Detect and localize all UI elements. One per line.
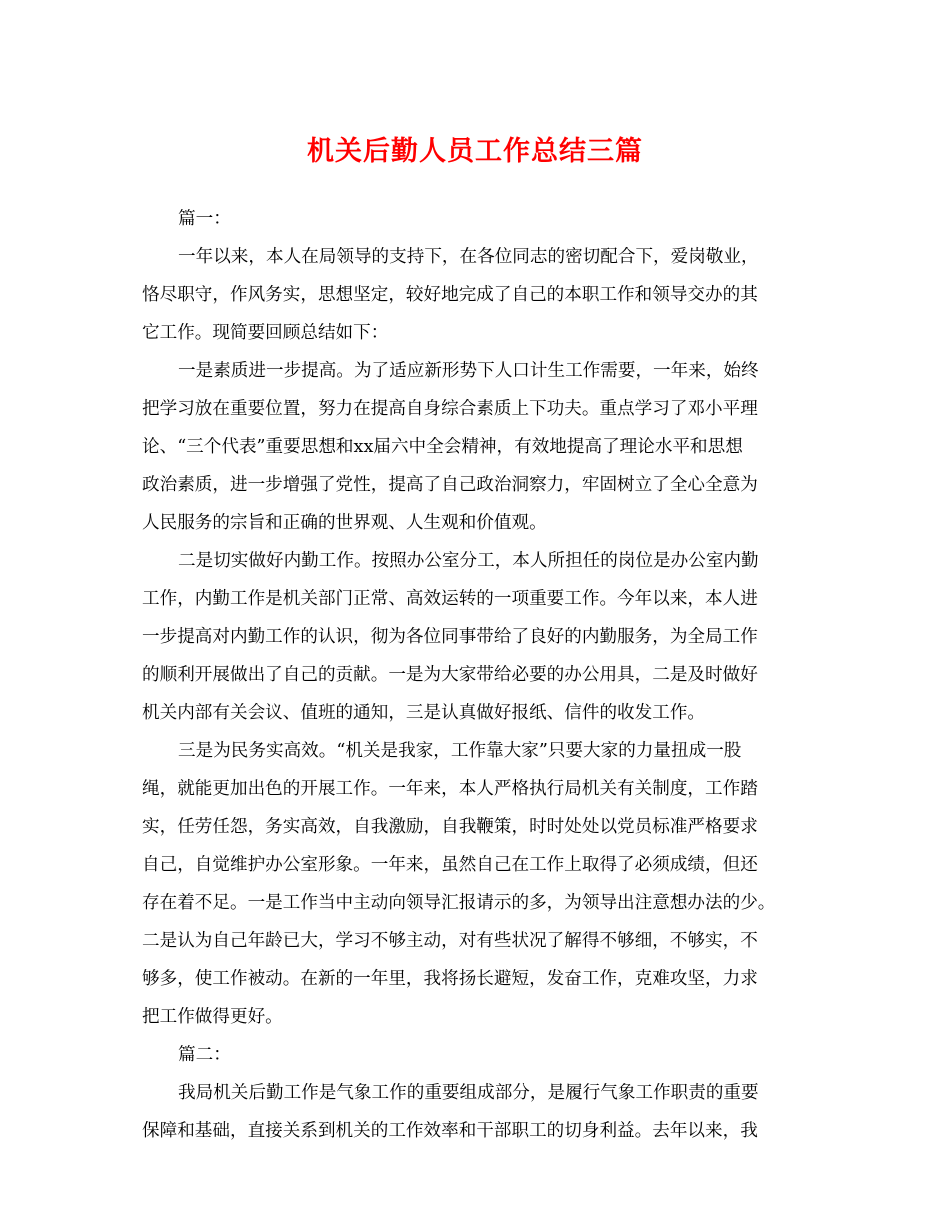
paragraph-line: 够多，使工作被动。在新的一年里，我将扬长避短，发奋工作，克难攻坚，力求 xyxy=(142,969,758,989)
section-heading: 篇二： xyxy=(178,1045,231,1065)
paragraph-line: 把工作做得更好。 xyxy=(142,1007,283,1027)
paragraph-line: 一是素质进一步提高。为了适应新形势下人口计生工作需要，一年来，始终 xyxy=(178,361,759,381)
paragraph-line: 实，任劳任怨，务实高效，自我激励，自我鞭策，时时处处以党员标准严格要求 xyxy=(142,817,758,837)
paragraph-line: 一步提高对内勤工作的认识，彻为各位同事带给了良好的内勤服务，为全局工作 xyxy=(142,627,758,647)
paragraph-line: 恪尽职守，作风务实，思想坚定，较好地完成了自己的本职工作和领导交办的其 xyxy=(142,285,758,305)
paragraph-line: 二是切实做好内勤工作。按照办公室分工，本人所担任的岗位是办公室内勤 xyxy=(178,551,759,571)
paragraph-line: 工作，内勤工作是机关部门正常、高效运转的一项重要工作。今年以来，本人进 xyxy=(142,589,758,609)
paragraph-line: 三是为民务实高效。“机关是我家，工作靠大家”只要大家的力量扭成一股 xyxy=(178,741,742,761)
paragraph-line: 二是认为自己年龄已大，学习不够主动，对有些状况了解得不够细，不够实，不 xyxy=(142,931,758,951)
paragraph-line: 论、“三个代表”重要思想和xx届六中全会精神，有效地提高了理论水平和思想 xyxy=(142,437,743,457)
paragraph-line: 的顺利开展做出了自己的贡献。一是为大家带给必要的办公用具，二是及时做好 xyxy=(142,665,758,685)
paragraph-line: 人民服务的宗旨和正确的世界观、人生观和价值观。 xyxy=(142,513,547,533)
paragraph-line: 它工作。现简要回顾总结如下： xyxy=(142,323,389,343)
document-title: 机关后勤人员工作总结三篇 xyxy=(307,136,643,167)
section-heading: 篇一： xyxy=(178,209,231,229)
paragraph-line: 一年以来，本人在局领导的支持下，在各位同志的密切配合下，爱岗敬业， xyxy=(178,247,759,267)
paragraph-line: 存在着不足。一是工作当中主动向领导汇报请示的多，为领导出注意想办法的少。 xyxy=(142,893,776,913)
paragraph-line: 绳，就能更加出色的开展工作。一年来，本人严格执行局机关有关制度，工作踏 xyxy=(142,779,758,799)
paragraph-line: 我局机关后勤工作是气象工作的重要组成部分，是履行气象工作职责的重要 xyxy=(178,1083,759,1103)
paragraph-line: 保障和基础，直接关系到机关的工作效率和干部职工的切身利益。去年以来，我 xyxy=(142,1121,758,1141)
paragraph-line: 把学习放在重要位置，努力在提高自身综合素质上下功夫。重点学习了邓小平理 xyxy=(142,399,758,419)
paragraph-line: 政治素质，进一步增强了党性，提高了自己政治洞察力，牢固树立了全心全意为 xyxy=(142,475,758,495)
paragraph-line: 自己，自觉维护办公室形象。一年来，虽然自己在工作上取得了必须成绩，但还 xyxy=(142,855,758,875)
paragraph-line: 机关内部有关会议、值班的通知，三是认真做好报纸、信件的收发工作。 xyxy=(142,703,706,723)
